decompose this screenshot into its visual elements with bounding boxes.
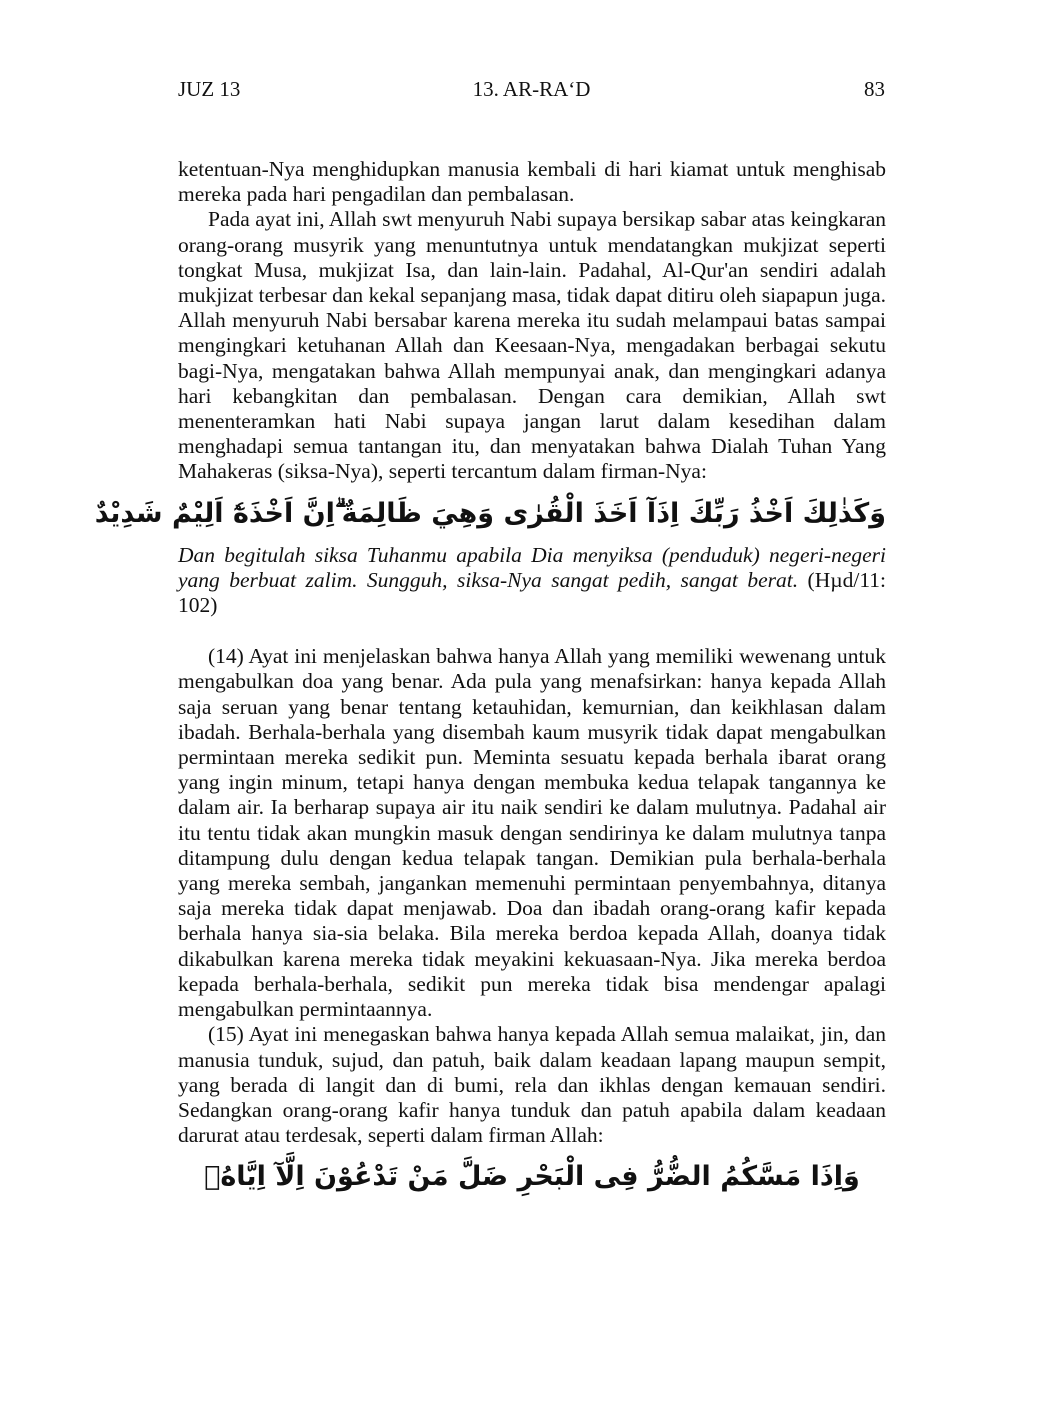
- arabic-verse-hud-102: وَكَذٰلِكَ اَخْذُ رَبِّكَ اِذَآ اَخَذَ الْقُرٰى وَهِيَ ظَالِمَةٌ ۗاِنَّ اَخْذَهٗٓ اَلِيْمٌ شَدِيْدٌ: [94, 497, 886, 529]
- page-body: [94, 157, 887, 1206]
- juz-label: JUZ 13: [178, 77, 241, 101]
- verse-reference: (Hµd/11: 102): [178, 567, 887, 618]
- surah-title: 13. AR-RA‘D: [472, 77, 591, 101]
- arabic-verse-isra-67: وَاِذَا مَسَّكُمُ الضُّرُّ فِى الْبَحْرِ ضَلَّ مَنْ تَدْعُوْنَ اِلَّآ اِيَّاهُۚ: [204, 1161, 860, 1193]
- verse-translation: [178, 543, 886, 619]
- paragraph-verse-14: (14) Ayat ini menjelaskan bahwa hanya Allah yang memiliki wewenang untuk mengabulkan doa yang benar. Ada pula yang menafsirkan: hanya kepada Allah saja seruan yang benar tentang ketauhidan, kemurnian, dan keikhlasan dalam ibadah. Berhala-berhala yang disembah kaum musyrik tidak dapat mengabulkan permintaan mereka sedikit pun. Meminta sesuatu kepada berhala ibarat orang yang ingin minum, tetapi hanya dengan membuka kedua telapak tangannya ke dalam air. Ia berharap supaya air itu naik sendiri ke dalam mulutnya. Padahal air itu tentu tidak akan mungkin masuk dengan sendirinya ke dalam mulutnya tanpa ditampung dulu dengan kedua telapak tangan. Demikian pula berhala-berhala yang mereka sembah, jangankan memenuhi permintaan penyembahnya, ditanya saja mereka tidak dapat menjawab. Doa dan ibadah orang-orang kafir kepada berhala hanya sia-sia belaka. Bila mereka berdoa kepada Allah, doanya tidak dikabulkan karena mereka tidak meyakini kekuasaan-Nya. Jika mereka berdoa kepada berhala-berhala, sedikit pun mereka tidak bisa mendengar apalagi mengabulkan permintaannya.: [178, 644, 886, 1022]
- paragraph-verse-15: (15) Ayat ini menegaskan bahwa hanya kepada Allah semua malaikat, jin, dan manusia tunduk, sujud, dan patuh, baik dalam keadaan lapang maupun sempit, yang berada di langit dan di bumi, rela dan ikhlas dengan kemauan sendiri. Sedangkan orang-orang kafir hanya tunduk dan patuh apabila dalam keadaan darurat atau terdesak, seperti dalam firman Allah:: [178, 1022, 886, 1148]
- page-header: [178, 72, 885, 106]
- paragraph-continued: ketentuan-Nya menghidupkan manusia kembali di hari kiamat untuk menghisab mereka pada hari pengadilan dan pembalasan.: [178, 157, 886, 207]
- page-number: 83: [864, 77, 885, 101]
- translation-text: Dan begitulah siksa Tuhanmu apabila Dia menyiksa (penduduk) negeri-negeri yang berbuat zalim. Sungguh, siksa-Nya sangat pedih, sangat berat.: [178, 542, 886, 592]
- paragraph-sabar: Pada ayat ini, Allah swt menyuruh Nabi supaya bersikap sabar atas keingkaran orang-orang musyrik yang menuntutnya untuk mendatangkan mukjizat seperti tongkat Musa, mukjizat Isa, dan lain-lain. Padahal, Al-Qur'an sendiri adalah mukjizat terbesar dan kekal sepanjang masa, tidak dapat ditiru oleh siapapun juga. Allah menyuruh Nabi bersabar karena mereka itu sudah melampaui batas sampai mengingkari ketuhanan Allah dan Keesaan-Nya, mengadakan berbagai sekutu bagi-Nya, mengatakan bahwa Allah mempunyai anak, dan mengingkari adanya hari kebangkitan dan pembalasan. Dengan cara demikian, Allah swt menenteramkan hati Nabi supaya jangan larut dalam kesedihan dalam menghadapi semua tantangan itu, dan menyatakan bahwa Dialah Tuhan Yang Mahakeras (siksa-Nya), seperti tercantum dalam firman-Nya:: [178, 207, 886, 484]
